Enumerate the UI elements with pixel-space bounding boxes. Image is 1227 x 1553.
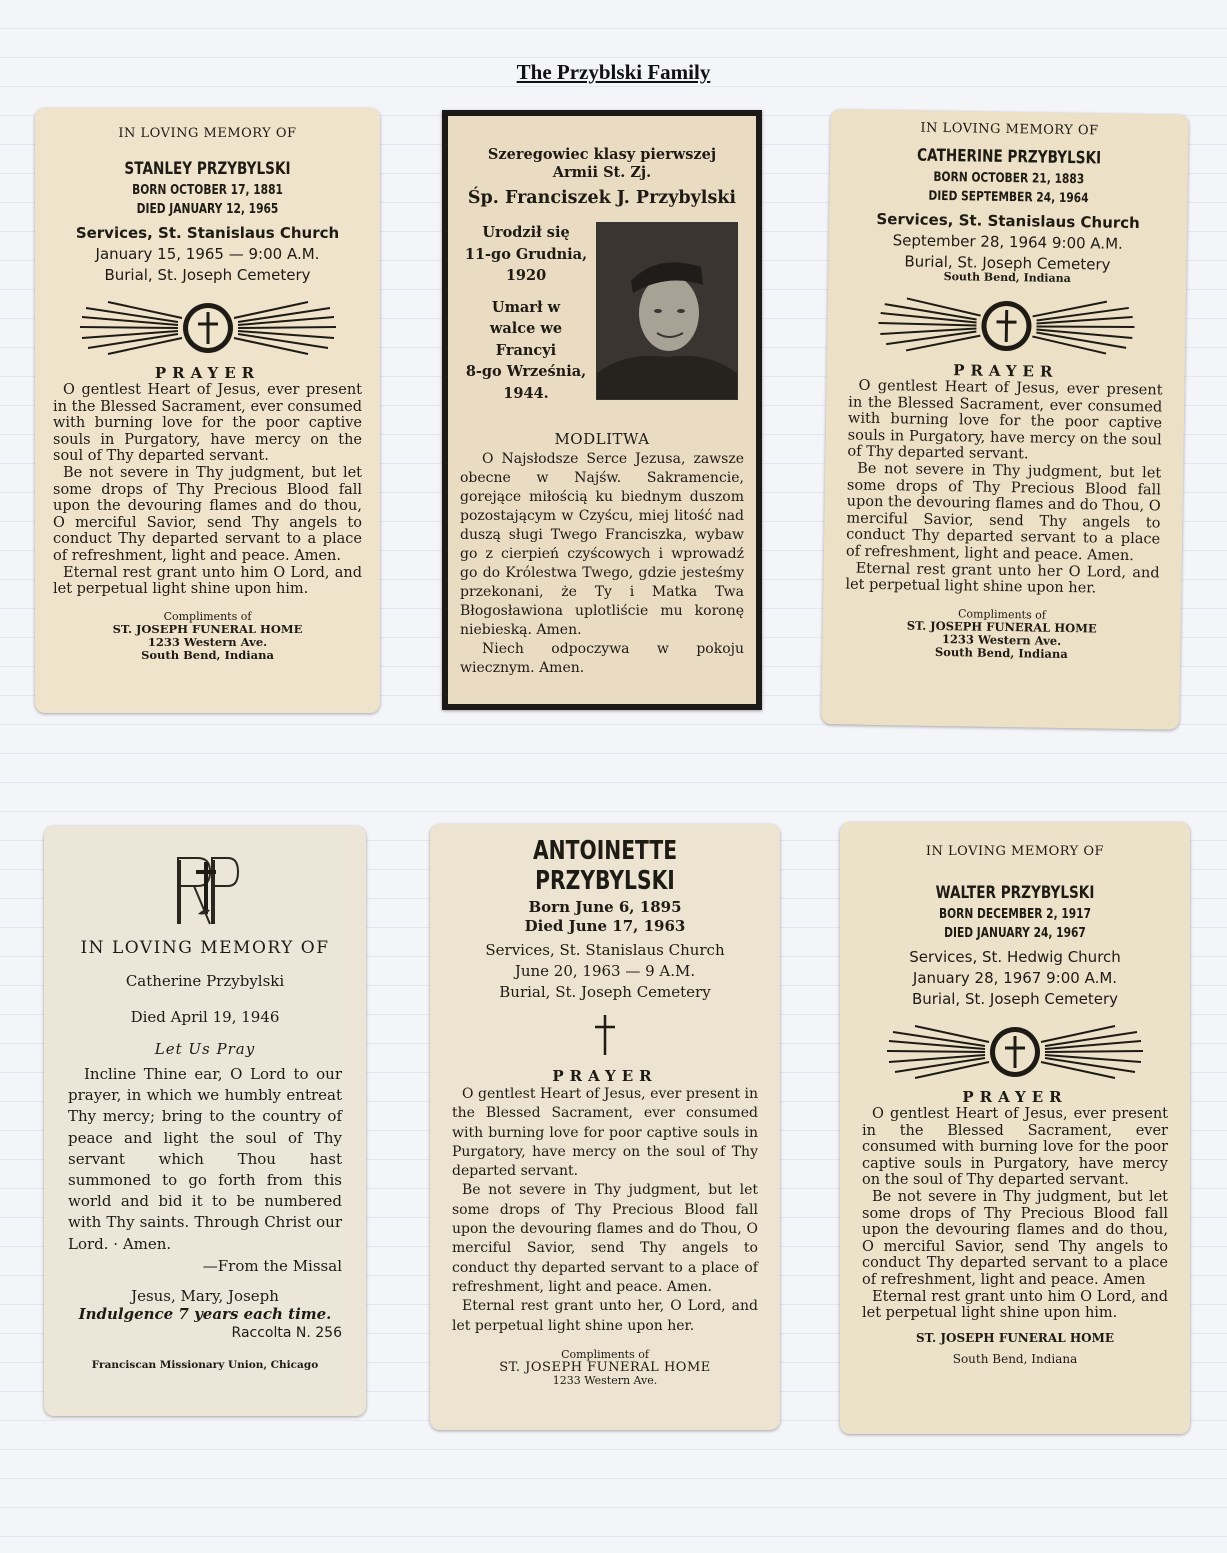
prayer-paragraph: Be not severe in Thy judgment, but let some drops of Thy Precious Blood fall upon the devouring flames and do thou, O merciful Savior, send Thy angels to conduct Thy departed servant to a place of refreshment, light and peace. Amen bbox=[862, 1188, 1168, 1288]
born-line: 11-go Grudnia, bbox=[464, 245, 588, 263]
memorial-card-catherine-1964 bbox=[821, 109, 1189, 730]
death-date: Died April 19, 1946 bbox=[130, 1008, 280, 1026]
prayer-paragraph: Niech odpoczywa w pokoju wiecznym. Amen. bbox=[460, 641, 744, 676]
funeral-home-city: South Bend, Indiana bbox=[952, 1351, 1078, 1366]
prayer-paragraph: O Najsłodsze Serce Jezusa, zawsze obecne w Najśw. Sakramencie, gorejące miłością ku biednym duszom pozostającym w Czyścu, miej litość nad duszą sługi Twego Franciszka, wybaw go z cierpień czyścowych i wprowadź go do Królestwa Twego, gdzie jesteśmy przekonani, że Ty i Matka Twa Błogosławiona uplotliście mu koronę niebieską. Amen. bbox=[460, 451, 744, 638]
born-line: 1920 bbox=[505, 267, 547, 284]
burial-line: Burial, St. Joseph Cemetery bbox=[499, 983, 711, 1001]
prayer-text bbox=[845, 378, 1162, 599]
military-unit: Armii St. Zj. bbox=[552, 164, 652, 181]
services-line: Services, St. Stanislaus Church bbox=[876, 209, 1140, 233]
died-line: Umarł w bbox=[491, 298, 561, 316]
card-intro: IN LOVING MEMORY OF bbox=[920, 120, 1099, 139]
birth-date: Born June 6, 1895 bbox=[528, 898, 682, 916]
memorial-card-antoinette bbox=[430, 824, 780, 1430]
services-line: Services, St. Stanislaus Church bbox=[485, 941, 725, 959]
funeral-home-address: 1233 Western Ave. bbox=[552, 1373, 658, 1387]
died-line: 1944. bbox=[503, 384, 549, 402]
prayer-text bbox=[452, 1085, 758, 1336]
prayer-text bbox=[460, 450, 744, 678]
funeral-home-city: South Bend, Indiana bbox=[141, 647, 274, 662]
deceased-name: WALTER PRZYBYLSKI bbox=[935, 883, 1095, 903]
soldier-portrait bbox=[596, 222, 738, 400]
deceased-name: STANLEY PRZYBYLSKI bbox=[124, 159, 291, 179]
invocation: Jesus, Mary, Joseph bbox=[131, 1286, 279, 1305]
born-line: Urodził się bbox=[482, 224, 570, 241]
prayer-heading: MODLITWA bbox=[554, 430, 650, 448]
compliments-line: Compliments of bbox=[957, 607, 1046, 622]
death-date: Died June 17, 1963 bbox=[524, 917, 686, 935]
funeral-home-credit bbox=[452, 1348, 758, 1387]
died-line: 8-go Września, bbox=[465, 363, 587, 380]
birth-date: BORN OCTOBER 21, 1883 bbox=[933, 169, 1085, 188]
memorial-card-stanley bbox=[35, 108, 380, 713]
military-rank: Szeregowiec klasy pierwszej bbox=[487, 146, 717, 163]
memorial-card-walter bbox=[840, 822, 1190, 1434]
deceased-name: ANTOINETTE PRZYBYLSKI bbox=[532, 836, 678, 896]
service-date: September 28, 1964 9:00 A.M. bbox=[892, 231, 1123, 253]
prayer-paragraph: O gentlest Heart of Jesus, ever present in the Blessed Sacrament, ever consumed with burning love for the poor captive souls in Purgatory, have mercy on the soul of Thy departed servant. bbox=[847, 377, 1163, 463]
prayer-text bbox=[53, 382, 362, 598]
card-intro: IN LOVING MEMORY OF bbox=[925, 844, 1105, 859]
prayer-paragraph: Eternal rest grant unto him O Lord, and let perpetual light shine upon him. bbox=[862, 1288, 1168, 1322]
sacred-heart-rays-icon bbox=[876, 296, 1137, 356]
prayer-heading: Let Us Pray bbox=[154, 1040, 256, 1058]
page-title: The Przyblski Family bbox=[516, 60, 711, 84]
memorial-card-catherine-1946 bbox=[44, 826, 366, 1416]
funeral-home-address: 1233 Western Ave. bbox=[941, 631, 1062, 648]
indulgence-line: Indulgence 7 years each time. bbox=[78, 1304, 332, 1323]
prayer-paragraph: Be not severe in Thy judgment, but let some drops of Thy Precious Blood fall upon the devouring flames and do Thou, O merciful Savior, send Thy angels to conduct Thy departed servant to a place of refreshment, light and peace. Amen. bbox=[845, 460, 1162, 564]
burial-line: Burial, St. Joseph Cemetery bbox=[904, 252, 1111, 274]
funeral-home-credit bbox=[844, 605, 1159, 662]
services-line: Services, St. Stanislaus Church bbox=[75, 224, 340, 242]
prayer-paragraph: O gentlest Heart of Jesus, ever present in the Blessed Sacrament, ever consumed with burning love for poor captive souls in Purgatory, have mercy on the soul of Thy departed servant. bbox=[452, 1086, 758, 1180]
prayer-text bbox=[862, 1106, 1168, 1322]
sacred-heart-rays-icon bbox=[885, 1024, 1145, 1080]
funeral-home-name: ST. JOSEPH FUNERAL HOME bbox=[915, 1330, 1115, 1345]
birth-date: BORN DECEMBER 2, 1917 bbox=[938, 907, 1092, 922]
deceased-name: Catherine Przybylski bbox=[125, 972, 285, 990]
prayer-paragraph: Eternal rest grant unto him O Lord, and let perpetual light shine upon him. bbox=[53, 564, 362, 598]
service-date: January 15, 1965 — 9:00 A.M. bbox=[95, 245, 320, 263]
prayer-paragraph: Be not severe in Thy judgment, but let some drops of Thy Precious Blood fall upon the devouring flames and do thou, O merciful Savior, send Thy angels to conduct Thy departed servant to a place of refreshment, light and peace. Amen. bbox=[53, 464, 362, 564]
prayer-paragraph: Eternal rest grant unto her, O Lord, and let perpetual light shine upon her. bbox=[452, 1298, 758, 1334]
death-date: DIED SEPTEMBER 24, 1964 bbox=[928, 188, 1089, 207]
memorial-card-franciszek bbox=[442, 110, 762, 710]
cross-icon bbox=[593, 1013, 617, 1057]
deceased-name: Śp. Franciszek J. Przybylski bbox=[467, 188, 737, 208]
funeral-home-address: 1233 Western Ave. bbox=[147, 634, 268, 649]
funeral-home-name: ST. JOSEPH FUNERAL HOME bbox=[499, 1359, 711, 1375]
birth-date: BORN OCTOBER 17, 1881 bbox=[132, 183, 283, 198]
rip-monogram-icon bbox=[170, 852, 240, 930]
funeral-home-credit bbox=[862, 1332, 1168, 1366]
funeral-home-credit bbox=[53, 610, 362, 662]
services-line: Services, St. Hedwig Church bbox=[909, 948, 1121, 966]
died-line: walce we bbox=[489, 320, 563, 337]
burial-line: Burial, St. Joseph Cemetery bbox=[104, 266, 311, 284]
compliments-line: Compliments of bbox=[163, 609, 252, 623]
funeral-home-name: ST. JOSEPH FUNERAL HOME bbox=[906, 618, 1097, 636]
sacred-heart-rays-icon bbox=[78, 300, 338, 356]
burial-city: South Bend, Indiana bbox=[943, 270, 1071, 286]
life-dates bbox=[460, 222, 592, 414]
deceased-name: CATHERINE PRZYBYLSKI bbox=[916, 145, 1102, 169]
prayer-paragraph: Incline Thine ear, O Lord to our prayer, in which we humbly entreat Thy mercy; bring to the country of peace and light the soul of Thy servant which Thou hast summoned to go forth from this world and bid it to be numbered with Thy saints. Through Christ our Lord. · Amen. bbox=[68, 1065, 342, 1253]
prayer-paragraph: Eternal rest grant unto her O Lord, and let perpetual light shine upon her. bbox=[845, 560, 1160, 597]
death-date: DIED JANUARY 12, 1965 bbox=[136, 202, 279, 217]
card-intro: IN LOVING MEMORY OF bbox=[80, 938, 330, 958]
prayer-text bbox=[68, 1064, 342, 1255]
service-date: June 20, 1963 — 9 A.M. bbox=[514, 962, 696, 980]
prayer-heading: PRAYER bbox=[552, 1067, 658, 1085]
publisher-footer: Franciscan Missionary Union, Chicago bbox=[91, 1358, 319, 1371]
prayer-heading: PRAYER bbox=[154, 364, 261, 382]
death-date: DIED JANUARY 24, 1967 bbox=[944, 926, 1086, 941]
prayer-paragraph: O gentlest Heart of Jesus, ever present in the Blessed Sacrament, ever consumed with burning love for the poor captive souls in Purgatory, have mercy on the soul of Thy departed servant. bbox=[53, 382, 362, 465]
burial-line: Burial, St. Joseph Cemetery bbox=[911, 990, 1119, 1008]
raccolta-reference: Raccolta N. 256 bbox=[231, 1324, 342, 1341]
prayer-heading: PRAYER bbox=[953, 361, 1059, 381]
funeral-home-name: ST. JOSEPH FUNERAL HOME bbox=[112, 621, 303, 636]
prayer-paragraph: Be not severe in Thy judgment, but let some drops of Thy Precious Blood fall upon the devouring flames and do Thou, O merciful Savior, send Thy angels to conduct thy departed servant to a place of refreshment, light and peace. Amen. bbox=[452, 1182, 758, 1295]
prayer-heading: PRAYER bbox=[962, 1088, 1068, 1106]
service-date: January 28, 1967 9:00 A.M. bbox=[912, 969, 1118, 987]
funeral-home-city: South Bend, Indiana bbox=[934, 644, 1068, 661]
card-intro: IN LOVING MEMORY OF bbox=[118, 126, 297, 141]
died-line: Francyi bbox=[495, 341, 557, 359]
prayer-paragraph: O gentlest Heart of Jesus, ever present in the Blessed Sacrament, ever consumed with burning love for the poor captive souls in Purgatory, have mercy on the soul of Thy departed servant. bbox=[862, 1106, 1168, 1189]
prayer-source: —From the Missal bbox=[202, 1256, 342, 1275]
compliments-line: Compliments of bbox=[561, 1347, 649, 1361]
